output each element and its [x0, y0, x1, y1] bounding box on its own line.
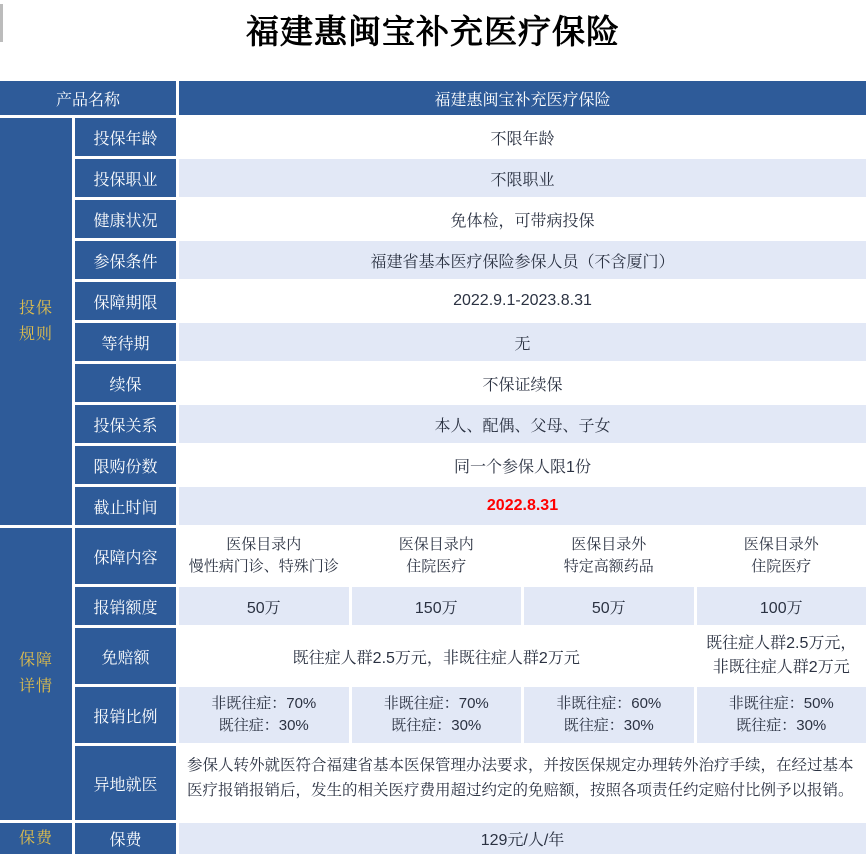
quota-col-4: 100万: [697, 587, 866, 625]
rule-label-occupation: 投保职业: [75, 159, 176, 197]
premium-value: 129元/人/年: [179, 823, 866, 854]
premium-group-label: 保费: [18, 829, 53, 847]
rule-label-renewal: 续保: [75, 364, 176, 402]
remote-label: 异地就医: [75, 746, 176, 820]
coverage-col-4-line1: 医保目录外: [743, 535, 819, 553]
coverage-col-2: [352, 528, 522, 584]
product-name-header: 产品名称: [0, 81, 176, 115]
remote-value: 参保人转外就医符合福建省基本医保管理办法要求，并按医保规定办理转外治疗手续，在经过基本医疗报销报销后，发生的相关医疗费用超过约定的免赔额，按照各项责任约定赔付比例予以报销。: [179, 746, 866, 820]
premium-label: 保费: [75, 823, 176, 854]
left-edge-mark: [0, 4, 3, 42]
rule-label-relationship: 投保关系: [75, 405, 176, 443]
rule-label-health: 健康状况: [75, 200, 176, 238]
rule-label-waiting: 等待期: [75, 323, 176, 361]
ratio-label: 报销比例: [75, 687, 176, 743]
details-group-line2: 详情: [18, 678, 53, 695]
ratio-col-1: [179, 687, 349, 743]
deductible-merged-value: 既往症人群2.5万元，非既往症人群2万元: [179, 628, 694, 684]
rule-label-term: 保障期限: [75, 282, 176, 320]
rules-group-cell: [0, 118, 72, 525]
rule-value-term: 2022.9.1-2023.8.31: [179, 282, 866, 320]
rule-value-relationship: 本人、配偶、父母、子女: [179, 405, 866, 443]
quota-col-1: 50万: [179, 587, 349, 625]
ratio-col-4: [697, 687, 866, 743]
rule-value-occupation: 不限职业: [179, 159, 866, 197]
deductible-col-4-value: 既往症人群2.5万元，非既往症人群2万元: [697, 628, 866, 684]
coverage-label: 保障内容: [75, 528, 176, 584]
page-title: 福建惠闽宝补充医疗保险: [246, 13, 620, 50]
ratio-col-3-line2: 既往症：30%: [563, 717, 654, 734]
quota-label: 报销额度: [75, 587, 176, 625]
rule-value-waiting: 无: [179, 323, 866, 361]
rule-value-health: 免体检，可带病投保: [179, 200, 866, 238]
rule-value-eligibility: 福建省基本医疗保险参保人员（不含厦门）: [179, 241, 866, 279]
quota-col-3: 50万: [524, 587, 694, 625]
details-group-line1: 保障: [18, 652, 53, 670]
rule-label-deadline: 截止时间: [75, 487, 176, 525]
premium-group-cell: [0, 823, 72, 854]
ratio-col-4-line1: 非既往症：50%: [728, 694, 834, 712]
coverage-col-2-line2: 住院医疗: [406, 558, 467, 575]
rule-label-limit: 限购份数: [75, 446, 176, 484]
deductible-label: 免赔额: [75, 628, 176, 684]
ratio-col-4-line2: 既往症：30%: [736, 717, 827, 734]
rule-value-deadline: 2022.8.31: [179, 487, 866, 525]
coverage-col-2-line1: 医保目录内: [398, 535, 474, 553]
rules-group-line1: 投保: [18, 299, 53, 317]
coverage-col-1-line1: 医保目录内: [226, 535, 302, 553]
ratio-col-3-line1: 非既往症：60%: [556, 694, 662, 712]
ratio-col-2-line2: 既往症：30%: [391, 717, 482, 734]
ratio-col-2: [352, 687, 522, 743]
coverage-col-4: [697, 528, 866, 584]
quota-col-2: 150万: [352, 587, 522, 625]
coverage-col-1: [179, 528, 349, 584]
rule-value-age: 不限年龄: [179, 118, 866, 156]
coverage-col-1-line2: 慢性病门诊、特殊门诊: [188, 558, 339, 575]
title-bar: [0, 0, 866, 81]
coverage-col-3-line2: 特定高额药品: [563, 558, 654, 575]
coverage-col-3: [524, 528, 694, 584]
rule-value-limit: 同一个参保人限1份: [179, 446, 866, 484]
rules-group-line2: 规则: [18, 325, 53, 343]
ratio-col-2-line1: 非既往症：70%: [383, 694, 489, 712]
rule-value-renewal: 不保证续保: [179, 364, 866, 402]
ratio-col-3: [524, 687, 694, 743]
details-group-cell: [0, 528, 72, 820]
product-name-value: 福建惠闽宝补充医疗保险: [179, 81, 866, 115]
ratio-col-1-line2: 既往症：30%: [218, 717, 309, 734]
coverage-col-4-line2: 住院医疗: [751, 558, 812, 575]
coverage-col-3-line1: 医保目录外: [571, 535, 647, 553]
rule-label-eligibility: 参保条件: [75, 241, 176, 279]
rule-label-age: 投保年龄: [75, 118, 176, 156]
insurance-info-table: [0, 81, 866, 854]
ratio-col-1-line1: 非既往症：70%: [211, 694, 317, 712]
